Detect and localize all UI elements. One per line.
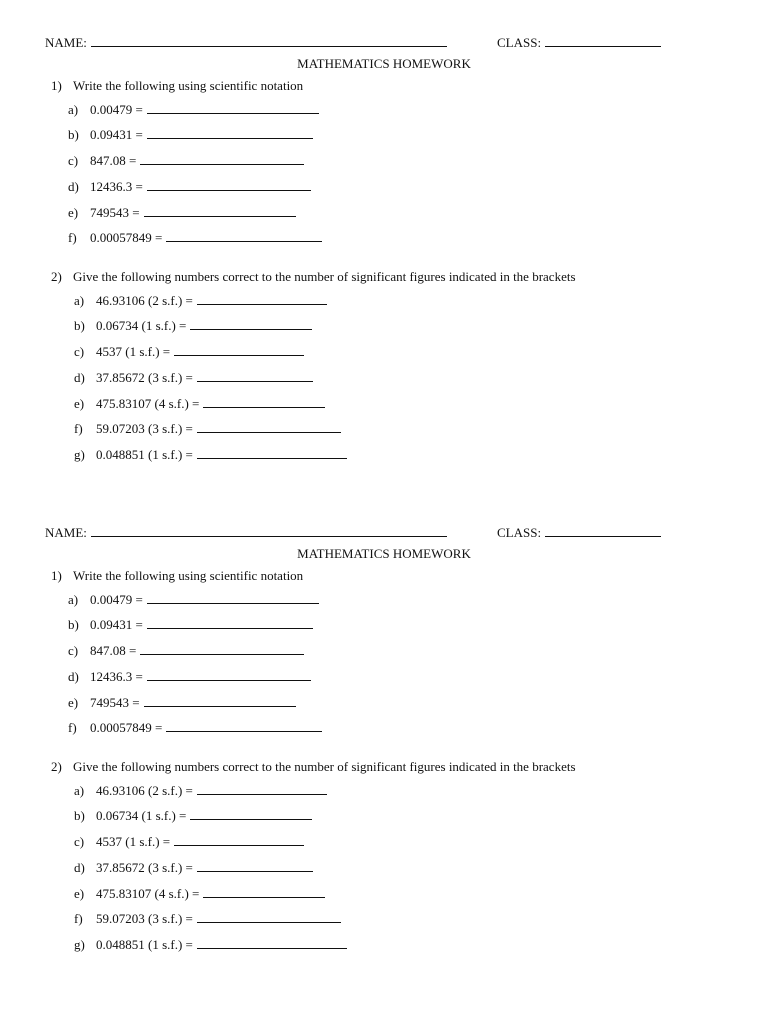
item-text: 4537 (1 s.f.) = <box>96 344 171 359</box>
list-item <box>68 229 322 246</box>
question-text: Write the following using scientific notation <box>73 568 304 583</box>
item-text: 0.00057849 = <box>90 230 163 245</box>
item-letter: d) <box>68 179 79 194</box>
class-blank[interactable] <box>545 34 661 47</box>
item-letter: a) <box>74 293 85 308</box>
item-letter: f) <box>68 230 77 245</box>
name-label: NAME: <box>45 525 87 540</box>
list-item <box>68 126 313 143</box>
item-text: 46.93106 (2 s.f.) = <box>96 783 193 798</box>
answer-blank[interactable] <box>197 446 347 459</box>
answer-blank[interactable] <box>144 694 296 707</box>
item-letter: e) <box>74 396 85 411</box>
answer-blank[interactable] <box>140 642 304 655</box>
item-text: 46.93106 (2 s.f.) = <box>96 293 193 308</box>
list-item <box>74 420 341 437</box>
answer-blank[interactable] <box>174 833 304 846</box>
class-label: CLASS: <box>497 35 542 50</box>
item-text: 847.08 = <box>90 643 137 658</box>
question-2-heading <box>51 269 576 285</box>
list-item <box>68 178 311 195</box>
item-letter: c) <box>68 643 79 658</box>
answer-blank[interactable] <box>147 591 319 604</box>
item-letter: c) <box>68 153 79 168</box>
question-text: Write the following using scientific notation <box>73 78 304 93</box>
answer-blank[interactable] <box>190 317 312 330</box>
list-item <box>74 317 312 334</box>
class-label: CLASS: <box>497 525 542 540</box>
answer-blank[interactable] <box>147 668 311 681</box>
item-text: 475.83107 (4 s.f.) = <box>96 396 200 411</box>
question-1-heading <box>51 568 303 584</box>
item-text: 12436.3 = <box>90 669 143 684</box>
name-blank[interactable] <box>91 34 447 47</box>
answer-blank[interactable] <box>147 616 313 629</box>
item-letter: f) <box>68 720 77 735</box>
answer-blank[interactable] <box>197 782 327 795</box>
answer-blank[interactable] <box>197 859 313 872</box>
item-letter: d) <box>74 860 85 875</box>
question-number: 1) <box>51 568 62 583</box>
item-text: 59.07203 (3 s.f.) = <box>96 421 193 436</box>
item-letter: b) <box>74 318 85 333</box>
item-letter: f) <box>74 911 83 926</box>
list-item <box>74 782 327 799</box>
item-text: 0.06734 (1 s.f.) = <box>96 318 187 333</box>
answer-blank[interactable] <box>174 343 304 356</box>
item-text: 0.00057849 = <box>90 720 163 735</box>
item-text: 749543 = <box>90 695 140 710</box>
answer-blank[interactable] <box>166 719 322 732</box>
list-item <box>74 807 312 824</box>
answer-blank[interactable] <box>197 420 341 433</box>
list-item <box>74 395 325 412</box>
item-letter: a) <box>68 102 79 117</box>
item-text: 59.07203 (3 s.f.) = <box>96 911 193 926</box>
item-letter: a) <box>74 783 85 798</box>
answer-blank[interactable] <box>190 807 312 820</box>
list-item <box>68 152 304 169</box>
name-label: NAME: <box>45 35 87 50</box>
page-title: MATHEMATICS HOMEWORK <box>297 546 471 561</box>
item-text: 475.83107 (4 s.f.) = <box>96 886 200 901</box>
list-item <box>68 642 304 659</box>
answer-blank[interactable] <box>144 204 296 217</box>
item-text: 0.00479 = <box>90 102 143 117</box>
name-field[interactable] <box>45 34 447 51</box>
question-2-heading <box>51 759 576 775</box>
question-text: Give the following numbers correct to the number of significant figures indicated in the brackets <box>73 759 576 774</box>
item-letter: d) <box>68 669 79 684</box>
answer-blank[interactable] <box>147 126 313 139</box>
list-item <box>74 369 313 386</box>
item-text: 0.00479 = <box>90 592 143 607</box>
answer-blank[interactable] <box>197 910 341 923</box>
list-item <box>74 859 313 876</box>
list-item <box>74 833 304 850</box>
list-item <box>68 101 319 118</box>
answer-blank[interactable] <box>203 395 325 408</box>
item-letter: b) <box>68 127 79 142</box>
question-1-heading <box>51 78 303 94</box>
item-text: 749543 = <box>90 205 140 220</box>
item-letter: b) <box>68 617 79 632</box>
answer-blank[interactable] <box>166 229 322 242</box>
class-blank[interactable] <box>545 524 661 537</box>
answer-blank[interactable] <box>147 178 311 191</box>
answer-blank[interactable] <box>197 936 347 949</box>
item-text: 0.09431 = <box>90 617 143 632</box>
answer-blank[interactable] <box>197 369 313 382</box>
item-letter: e) <box>68 695 79 710</box>
item-text: 37.85672 (3 s.f.) = <box>96 860 193 875</box>
list-item <box>74 292 327 309</box>
answer-blank[interactable] <box>140 152 304 165</box>
list-item <box>74 885 325 902</box>
item-text: 0.048851 (1 s.f.) = <box>96 937 193 952</box>
list-item <box>68 719 322 736</box>
answer-blank[interactable] <box>147 101 319 114</box>
item-letter: b) <box>74 808 85 823</box>
list-item <box>68 591 319 608</box>
item-letter: g) <box>74 447 85 462</box>
list-item <box>68 694 296 711</box>
item-letter: f) <box>74 421 83 436</box>
list-item <box>74 936 347 953</box>
item-text: 0.06734 (1 s.f.) = <box>96 808 187 823</box>
item-text: 4537 (1 s.f.) = <box>96 834 171 849</box>
item-letter: c) <box>74 344 85 359</box>
name-blank[interactable] <box>91 524 447 537</box>
item-letter: a) <box>68 592 79 607</box>
item-letter: e) <box>74 886 85 901</box>
class-field[interactable] <box>497 34 661 51</box>
name-field[interactable] <box>45 524 447 541</box>
question-number: 2) <box>51 269 62 284</box>
item-text: 0.048851 (1 s.f.) = <box>96 447 193 462</box>
list-item <box>68 616 313 633</box>
answer-blank[interactable] <box>203 885 325 898</box>
question-number: 1) <box>51 78 62 93</box>
question-number: 2) <box>51 759 62 774</box>
question-text: Give the following numbers correct to the number of significant figures indicated in the brackets <box>73 269 576 284</box>
page-title: MATHEMATICS HOMEWORK <box>297 56 471 71</box>
list-item <box>74 343 304 360</box>
class-field[interactable] <box>497 524 661 541</box>
item-letter: c) <box>74 834 85 849</box>
item-text: 847.08 = <box>90 153 137 168</box>
item-text: 37.85672 (3 s.f.) = <box>96 370 193 385</box>
item-letter: d) <box>74 370 85 385</box>
item-text: 12436.3 = <box>90 179 143 194</box>
item-text: 0.09431 = <box>90 127 143 142</box>
answer-blank[interactable] <box>197 292 327 305</box>
list-item <box>74 910 341 927</box>
list-item <box>68 668 311 685</box>
list-item <box>74 446 347 463</box>
item-letter: e) <box>68 205 79 220</box>
list-item <box>68 204 296 221</box>
item-letter: g) <box>74 937 85 952</box>
